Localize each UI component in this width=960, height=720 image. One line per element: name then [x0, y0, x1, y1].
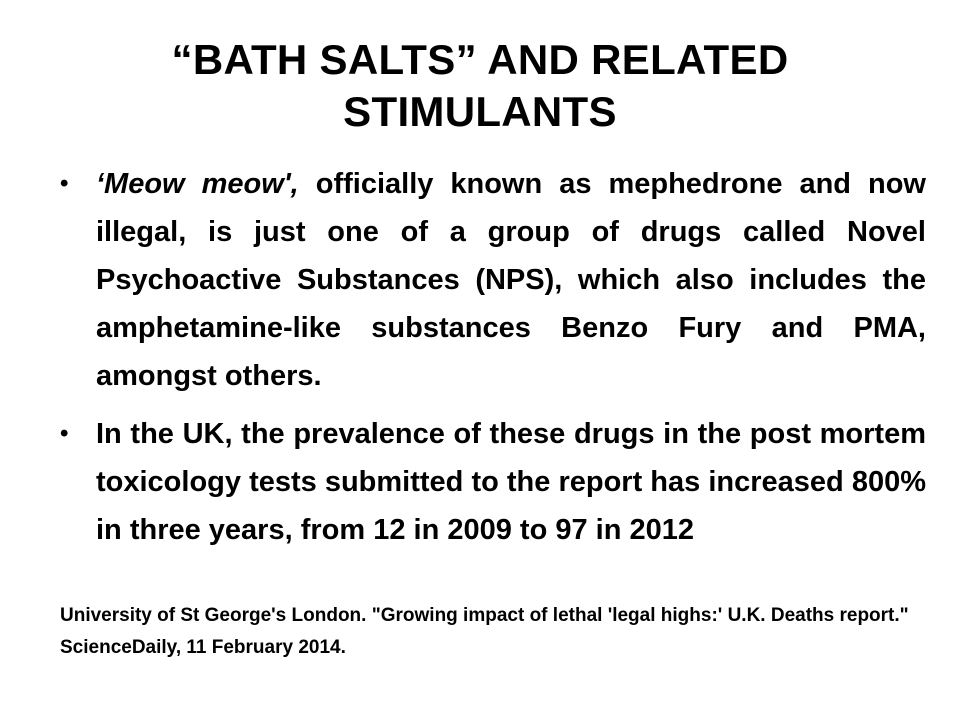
slide-title-line-2: STIMULANTS: [343, 88, 617, 135]
bullet-list: [60, 160, 926, 564]
bullet-body: officially known as mephedrone and now illegal, is just one of a group of drugs called Novel Psychoactive Substances (NPS), which also includes the amphetamine-like substances Benzo Fury and PMA, amongst others.: [96, 168, 926, 392]
bullet-text: [96, 168, 926, 392]
bullet-dot-icon: •: [60, 170, 69, 197]
bullet-italic-lead: ‘Meow meow',: [96, 168, 299, 200]
slide-title-line-1: “BATH SALTS” AND RELATED: [171, 36, 789, 83]
bullet-item-uk-prevalence: [60, 410, 926, 554]
bullet-text: In the UK, the prevalence of these drugs in the post mortem toxicology tests submitted to the report has increased 800% in three years, from 12 in 2009 to 97 in 2012: [96, 418, 926, 546]
bullet-item-mephedrone: [60, 160, 926, 400]
bullet-dot-icon: •: [60, 420, 69, 447]
citation: University of St George's London. "Growing impact of lethal 'legal highs:' U.K. Deaths report." ScienceDaily, 11 February 2014.: [60, 605, 909, 658]
slide-title: [60, 34, 900, 138]
